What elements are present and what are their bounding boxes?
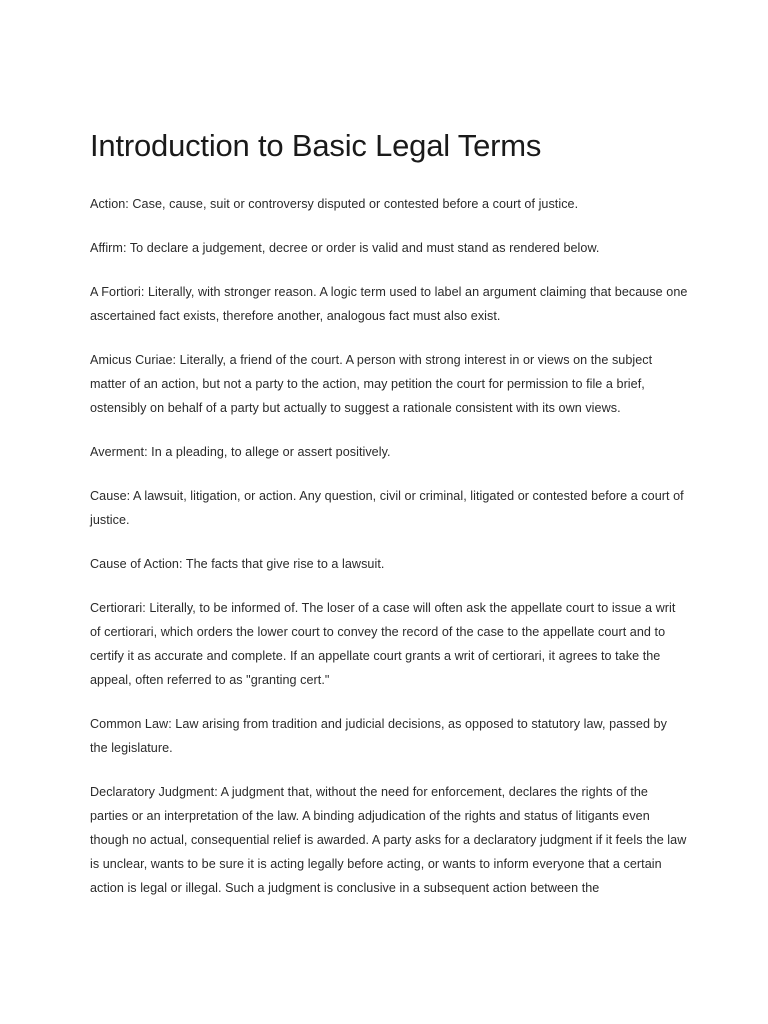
term-entry-averment: Averment: In a pleading, to allege or assert positively.: [90, 445, 391, 459]
term-entry-cause: Cause: A lawsuit, litigation, or action. Any question, civil or criminal, litigated or contested before a court of justice.: [90, 489, 684, 527]
term-entry-declaratory-judgment: Declaratory Judgment: A judgment that, without the need for enforcement, declares the rights of the parties or an interpretation of the law. A binding adjudication of the rights and status of litigants even though no actual, consequential relief is awarded. A party asks for a declaratory judgment if it feels the law is unclear, wants to be sure it is acting legally before acting, or wants to inform everyone that a certain action is legal or illegal. Such a judgment is conclusive in a subsequent action between the: [90, 785, 687, 895]
term-entry-common-law: Common Law: Law arising from tradition and judicial decisions, as opposed to statutory law, passed by the legislature.: [90, 717, 667, 755]
term-entry-certiorari: Certiorari: Literally, to be informed of. The loser of a case will often ask the appellate court to issue a writ of certiorari, which orders the lower court to convey the record of the case to the appellate court and to certify it as accurate and complete. If an appellate court grants a writ of certiorari, it agrees to take the appeal, often referred to as "granting cert.": [90, 601, 676, 687]
document-title: Introduction to Basic Legal Terms: [90, 128, 542, 163]
term-entry-action: Action: Case, cause, suit or controversy disputed or contested before a court of justice.: [90, 197, 579, 211]
term-entry-cause-of-action: Cause of Action: The facts that give rise to a lawsuit.: [90, 557, 385, 571]
term-entry-affirm: Affirm: To declare a judgement, decree or order is valid and must stand as rendered below.: [90, 241, 600, 255]
term-entry-a-fortiori: A Fortiori: Literally, with stronger reason. A logic term used to label an argument claiming that because one ascertained fact exists, therefore another, analogous fact must also exist.: [90, 285, 688, 323]
term-entry-amicus-curiae: Amicus Curiae: Literally, a friend of the court. A person with strong interest in or views on the subject matter of an action, but not a party to the action, may petition the court for permission to file a brief, ostensibly on behalf of a party but actually to suggest a rationale consistent with its own views.: [90, 353, 653, 415]
